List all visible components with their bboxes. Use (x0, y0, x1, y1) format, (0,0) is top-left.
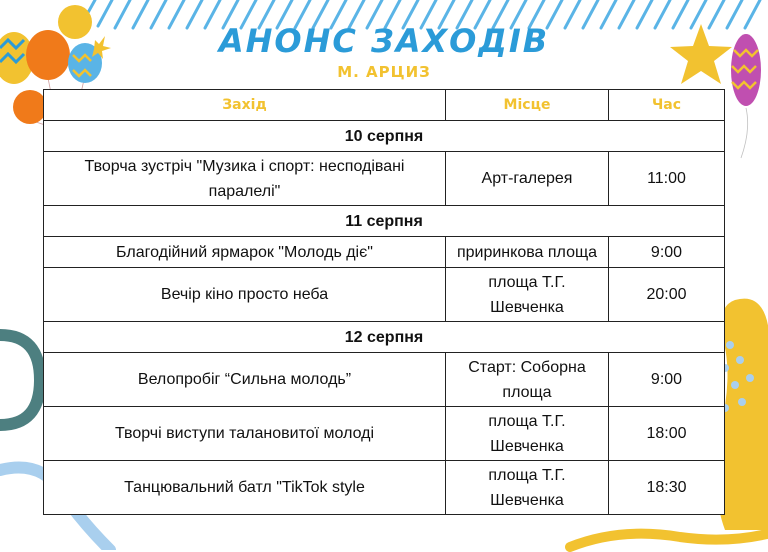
event-cell: Велопробіг “Сильна молодь” (44, 353, 446, 407)
table-row (44, 237, 725, 268)
events-table (43, 89, 725, 515)
time-cell: 18:00 (609, 407, 725, 461)
date-cell: 10 серпня (44, 121, 725, 152)
column-header-time: Час (609, 90, 725, 121)
time-cell: 20:00 (609, 268, 725, 322)
date-row (44, 322, 725, 353)
event-cell: Благодійний ярмарок "Молодь діє" (44, 237, 446, 268)
time-cell: 11:00 (609, 152, 725, 206)
place-cell: площа Т.Г. Шевченка (446, 407, 609, 461)
location-subtitle: М. АРЦИЗ (337, 63, 431, 81)
event-cell: Творчі виступи талановитої молоді (44, 407, 446, 461)
place-cell: приринкова площа (446, 237, 609, 268)
place-cell: Арт-галерея (446, 152, 609, 206)
date-cell: 12 серпня (44, 322, 725, 353)
date-row (44, 206, 725, 237)
table-row (44, 353, 725, 407)
table-row (44, 268, 725, 322)
place-cell: Старт: Соборна площа (446, 353, 609, 407)
event-cell: Творча зустріч "Музика і спорт: несподівані паралелі" (44, 152, 446, 206)
column-header-place: Місце (446, 90, 609, 121)
place-cell: площа Т.Г. Шевченка (446, 461, 609, 515)
date-row (44, 121, 725, 152)
date-cell: 11 серпня (44, 206, 725, 237)
event-cell: Танцювальний батл "TikTok style (44, 461, 446, 515)
table-header-row (44, 90, 725, 121)
table-row (44, 152, 725, 206)
page-title: АНОНС ЗАХОДІВ (218, 22, 550, 60)
time-cell: 9:00 (609, 353, 725, 407)
column-header-event: Захід (44, 90, 446, 121)
event-cell: Вечір кіно просто неба (44, 268, 446, 322)
time-cell: 18:30 (609, 461, 725, 515)
time-cell: 9:00 (609, 237, 725, 268)
table-row (44, 407, 725, 461)
table-row (44, 461, 725, 515)
place-cell: площа Т.Г. Шевченка (446, 268, 609, 322)
